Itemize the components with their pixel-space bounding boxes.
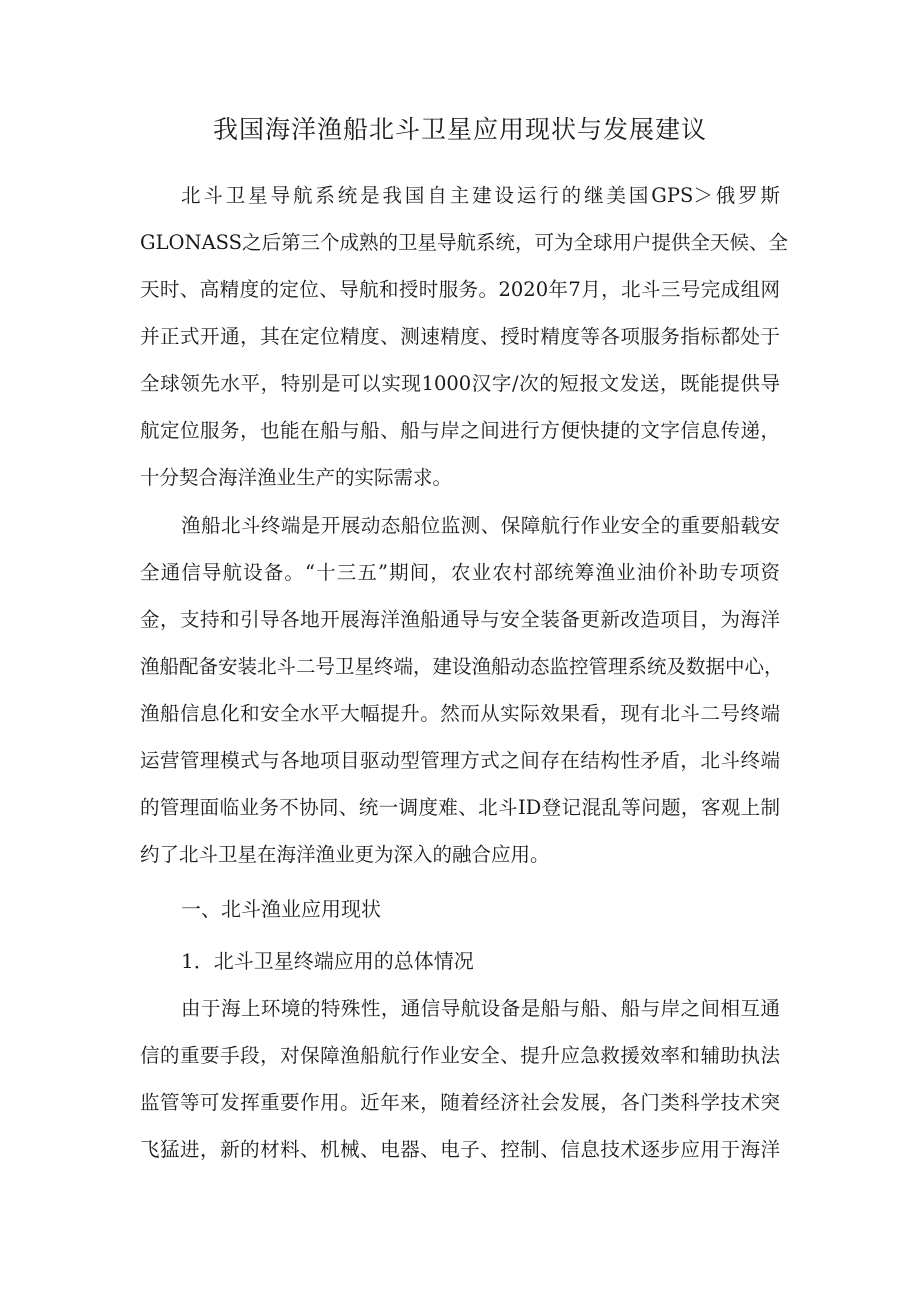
paragraph-2-line: 的管理面临业务不协同、统一调度难、北斗ID登记混乱等问题，客观上制 [140, 796, 780, 819]
paragraph-2-line: 全通信导航设备。“十三五”期间，农业农村部统筹渔业油价补助专项资 [140, 561, 780, 584]
paragraph-1-line: 航定位服务，也能在船与船、船与岸之间进行方便快捷的文字信息传递， [140, 419, 780, 442]
paragraph-1-line: 十分契合海洋渔业生产的实际需求。 [140, 466, 453, 489]
paragraph-2-line: 运营管理模式与各地项目驱动型管理方式之间存在结构性矛盾，北斗终端 [140, 749, 780, 772]
document-title: 我国海洋渔船北斗卫星应用现状与发展建议 [212, 115, 707, 144]
subsection-heading: 1．北斗卫星终端应用的总体情况 [181, 949, 474, 973]
paragraph-3-line: 监管等可发挥重要作用。近年来，随着经济社会发展，各门类科学技术突 [140, 1091, 780, 1114]
paragraph-3-line: 由于海上环境的特殊性，通信导航设备是船与船、船与岸之间相互通 [181, 997, 780, 1020]
paragraph-2-line: 约了北斗卫星在海洋渔业更为深入的融合应用。 [140, 843, 550, 866]
paragraph-3-line: 飞猛进，新的材料、机械、电器、电子、控制、信息技术逐步应用于海洋 [140, 1138, 780, 1161]
paragraph-2-line: 渔船配备安装北斗二号卫星终端，建设渔船动态监控管理系统及数据中心， [140, 655, 784, 678]
paragraph-1-line: 天时、高精度的定位、导航和授时服务。2020年7月，北斗三号完成组网 [140, 278, 780, 301]
paragraph-1-line: 北斗卫星导航系统是我国自主建设运行的继美国GPS＞俄罗斯 [181, 184, 780, 207]
paragraph-3-line: 信的重要手段，对保障渔船航行作业安全、提升应急救援效率和辅助执法 [140, 1044, 780, 1067]
paragraph-1-line: GLONASS之后第三个成熟的卫星导航系统，可为全球用户提供全天候、全 [140, 231, 789, 254]
paragraph-1-line: 全球领先水平，特别是可以实现1000汉字/次的短报文发送，既能提供导 [140, 372, 780, 395]
paragraph-1-line: 并正式开通，其在定位精度、测速精度、授时精度等各项服务指标都处于 [140, 325, 780, 348]
paragraph-2-line: 金，支持和引导各地开展海洋渔船通导与安全装备更新改造项目，为海洋 [140, 608, 780, 631]
section-heading: 一、北斗渔业应用现状 [181, 897, 381, 921]
paragraph-2-line: 渔船北斗终端是开展动态船位监测、保障航行作业安全的重要船载安 [181, 514, 780, 537]
paragraph-2-line: 渔船信息化和安全水平大幅提升。然而从实际效果看，现有北斗二号终端 [140, 702, 780, 725]
